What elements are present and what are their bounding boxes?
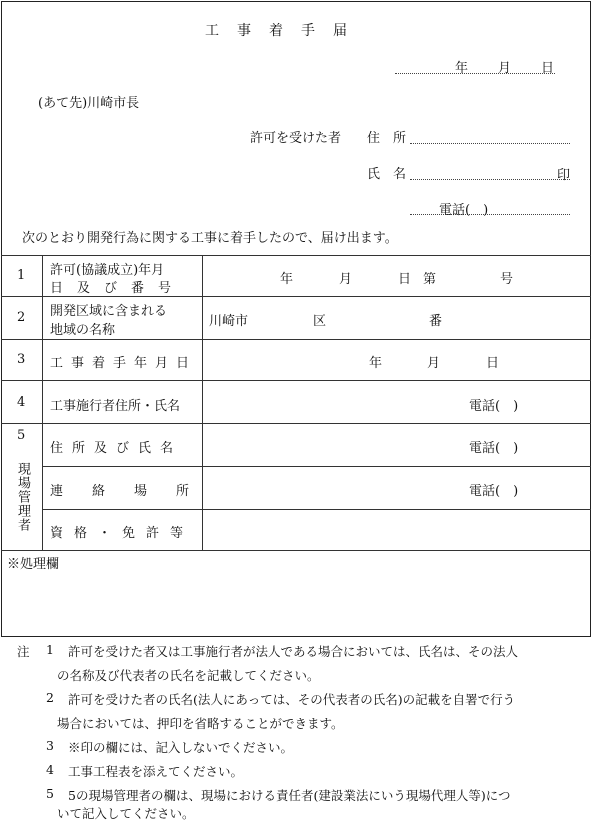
note3-line1: ※印の欄には、記入しないでください。 — [68, 740, 294, 755]
row1-day: 日 — [398, 272, 412, 287]
note2-num: 2 — [46, 690, 54, 705]
form-title: 工 事 着 手 届 — [205, 23, 349, 39]
statement: 次のとおり開発行為に関する工事に着手したので、届け出ます。 — [22, 231, 398, 246]
row5-sub2-phone: 電話( ) — [469, 484, 519, 499]
row4-value[interactable] — [203, 381, 590, 423]
row1-year: 年 — [280, 272, 294, 287]
row5-number: 5 — [17, 428, 26, 443]
row5-sub3-label: 資格・免許等 — [50, 526, 195, 541]
seal-mark: 印 — [556, 168, 570, 183]
row2-value[interactable] — [203, 297, 590, 339]
row3-number: 3 — [17, 352, 26, 367]
row3-month: 月 — [427, 356, 441, 371]
row5-sub2-value[interactable] — [203, 467, 590, 509]
row1-label-line1: 許可(協議成立)年月 — [50, 263, 165, 278]
row2-label-line2: 地域の名称 — [50, 323, 116, 338]
phone-field[interactable] — [410, 199, 570, 218]
row4-label: 工事施行者住所・氏名 — [50, 399, 181, 414]
phone-label: 電話( ) — [439, 203, 489, 218]
name-label: 氏 名 — [367, 167, 407, 182]
date-month: 月 — [498, 61, 512, 76]
row3-label: 工事着手年月日 — [50, 356, 198, 371]
addressee: (あて先)川崎市長 — [38, 96, 140, 111]
note5-line1: 5の現場管理者の欄は、現場における責任者(建設業法にいう現場代理人等)につ — [68, 788, 511, 803]
row1-number: 1 — [17, 268, 26, 283]
row2-city: 川崎市 — [209, 314, 249, 329]
row1-go: 号 — [500, 272, 514, 287]
row5-sub2-label: 連絡場所 — [50, 484, 219, 499]
row1-month: 月 — [339, 272, 353, 287]
row2-label-line1: 開発区域に含まれる — [50, 304, 168, 319]
note5-num: 5 — [46, 786, 54, 801]
note1-num: 1 — [46, 642, 54, 657]
note1-line1: 許可を受けた者又は工事施行者が法人である場合においては、氏名は、その法人 — [68, 644, 519, 659]
row4-phone: 電話( ) — [469, 399, 519, 414]
row5-sub1-label: 住所及び氏名 — [50, 441, 183, 456]
name-field[interactable] — [410, 164, 570, 183]
processing-label: ※処理欄 — [7, 557, 60, 572]
note4-num: 4 — [46, 762, 54, 777]
address-field[interactable] — [410, 128, 570, 144]
note2-line1: 許可を受けた者の氏名(法人にあっては、その代表者の氏名)の記載を自署で行う — [68, 692, 516, 707]
row5-sub3-value[interactable] — [203, 510, 590, 550]
row1-dai: 第 — [423, 272, 437, 287]
row2-number: 2 — [17, 310, 26, 325]
row3-day: 日 — [486, 356, 500, 371]
note1-line2: の名称及び代表者の氏名を記載してください。 — [57, 668, 320, 683]
row3-year: 年 — [369, 356, 383, 371]
row5-sub1-value[interactable] — [203, 424, 590, 466]
row1-value[interactable] — [203, 256, 590, 296]
row5-sub1-phone: 電話( ) — [469, 441, 519, 456]
row1-label-line2 — [50, 277, 194, 296]
row2-ban: 番 — [429, 314, 443, 329]
note3-num: 3 — [46, 738, 54, 753]
row1-label-text: 日及び番号 — [50, 281, 186, 296]
date-day: 日 — [541, 61, 555, 76]
date-field[interactable] — [395, 57, 555, 74]
note5-line2: いて記入してください。 — [57, 806, 195, 821]
row4-number: 4 — [17, 395, 26, 410]
row2-ku: 区 — [313, 314, 327, 329]
applicant-heading: 許可を受けた者 — [250, 131, 342, 146]
row5-group-label: 現場管理者 — [15, 462, 30, 532]
note4-line1: 工事工程表を添えてください。 — [68, 764, 244, 779]
address-label: 住 所 — [367, 131, 407, 146]
notes-prefix: 注 — [17, 644, 30, 659]
row3-value[interactable] — [203, 340, 590, 380]
processing-area — [2, 568, 589, 634]
note2-line2: 場合においては、押印を省略することができます。 — [57, 716, 344, 731]
date-year: 年 — [455, 61, 469, 76]
